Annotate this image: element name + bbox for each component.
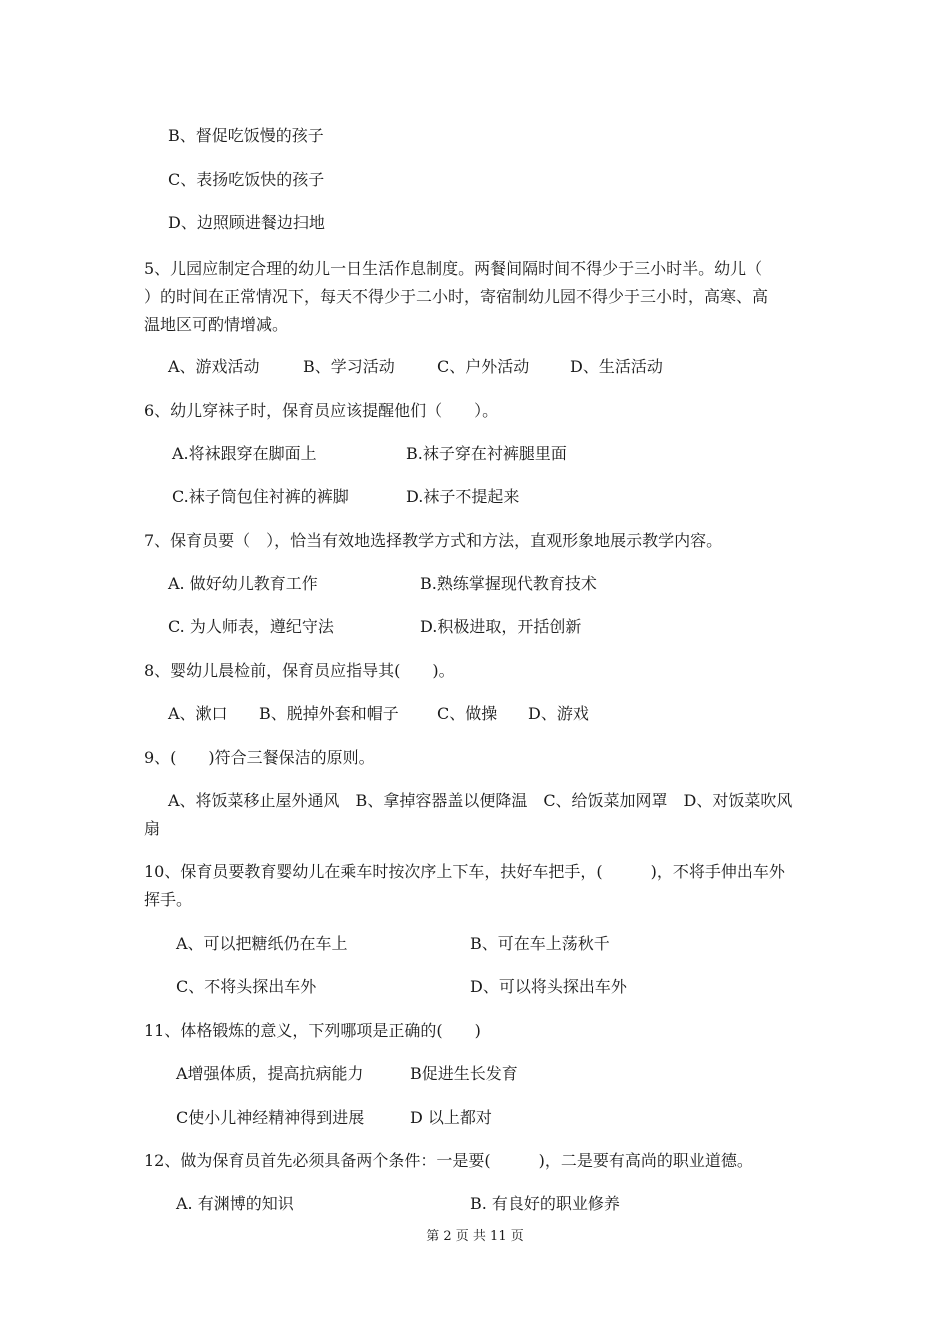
question-5-option-c: C、户外活动 [437, 357, 530, 376]
question-5-option-a: A、游戏活动 [168, 357, 260, 376]
page-footer: 第 2 页 共 11 页 [426, 1229, 524, 1244]
question-5-stem-line-2: ）的时间在正常情况下，每天不得少于二小时，寄宿制幼儿园不得少于三小时，高寒、高 [144, 287, 769, 306]
question-10-stem-line-1: 10、保育员要教育婴幼儿在乘车时按次序上下车，扶好车把手，( )，不将手伸出车外 [144, 862, 785, 881]
question-11-option-b: B促进生长发育 [410, 1064, 518, 1083]
question-11-option-a: A增强体质，提高抗病能力 [176, 1064, 364, 1083]
question-7-stem: 7、保育员要（ ），恰当有效地选择教学方式和方法，直观形象地展示教学内容。 [144, 531, 723, 550]
question-6-option-c: C.袜子筒包住衬裤的裤脚 [172, 487, 349, 506]
question-5-option-d: D、生活活动 [570, 357, 663, 376]
question-6-option-b: B.袜子穿在衬裤腿里面 [406, 444, 567, 463]
question-6-option-a: A.将袜跟穿在脚面上 [172, 444, 317, 463]
question-5-stem-line-3: 温地区可酌情增减。 [144, 315, 289, 334]
question-10-option-d: D、可以将头探出车外 [470, 977, 627, 996]
question-11-option-d: D 以上都对 [410, 1108, 492, 1127]
question-7-option-b: B.熟练掌握现代教育技术 [420, 574, 597, 593]
question-9-options-line-1: A、将饭菜移止屋外通风 B、拿掉容器盖以便降温 C、给饭菜加网罩 D、对饭菜吹风 [168, 791, 793, 810]
question-12-option-a: A. 有渊博的知识 [176, 1194, 294, 1213]
question-7-option-a: A. 做好幼儿教育工作 [168, 574, 318, 593]
option-d: D、边照顾进餐边扫地 [168, 213, 325, 232]
option-b: B、督促吃饭慢的孩子 [168, 126, 324, 145]
question-8-option-a: A、漱口 [168, 704, 228, 723]
question-10-option-b: B、可在车上荡秋千 [470, 934, 610, 953]
question-8-option-c: C、做操 [437, 704, 498, 723]
question-10-stem-line-2: 挥手。 [144, 890, 193, 909]
question-7-option-d: D.积极进取，开括创新 [420, 617, 582, 636]
question-5-option-b: B、学习活动 [303, 357, 395, 376]
question-9-options-line-2: 扇 [144, 819, 161, 838]
question-6-stem: 6、幼儿穿袜子时，保育员应该提醒他们（ ）。 [144, 401, 499, 420]
question-10-option-c: C、不将头探出车外 [176, 977, 317, 996]
question-11-option-c: C使小儿神经精神得到进展 [176, 1108, 365, 1127]
question-6-option-d: D.袜子不提起来 [406, 487, 520, 506]
question-12-option-b: B. 有良好的职业修养 [470, 1194, 620, 1213]
question-7-option-c: C. 为人师表，遵纪守法 [168, 617, 334, 636]
question-8-option-d: D、游戏 [528, 704, 589, 723]
question-5-stem-line-1: 5、儿园应制定合理的幼儿一日生活作息制度。两餐间隔时间不得少于三小时半。幼儿（ [144, 259, 763, 278]
question-9-stem: 9、( )符合三餐保洁的原则。 [144, 748, 375, 767]
question-8-stem: 8、婴幼儿晨检前，保育员应指导其( )。 [144, 661, 455, 680]
question-11-stem: 11、体格锻炼的意义，下列哪项是正确的( ) [144, 1021, 481, 1040]
question-10-option-a: A、可以把糖纸仍在车上 [176, 934, 348, 953]
question-12-stem: 12、做为保育员首先必须具备两个条件：一是要( )，二是要有高尚的职业道德。 [144, 1151, 753, 1170]
question-8-option-b: B、脱掉外套和帽子 [259, 704, 399, 723]
option-c: C、表扬吃饭快的孩子 [168, 170, 325, 189]
